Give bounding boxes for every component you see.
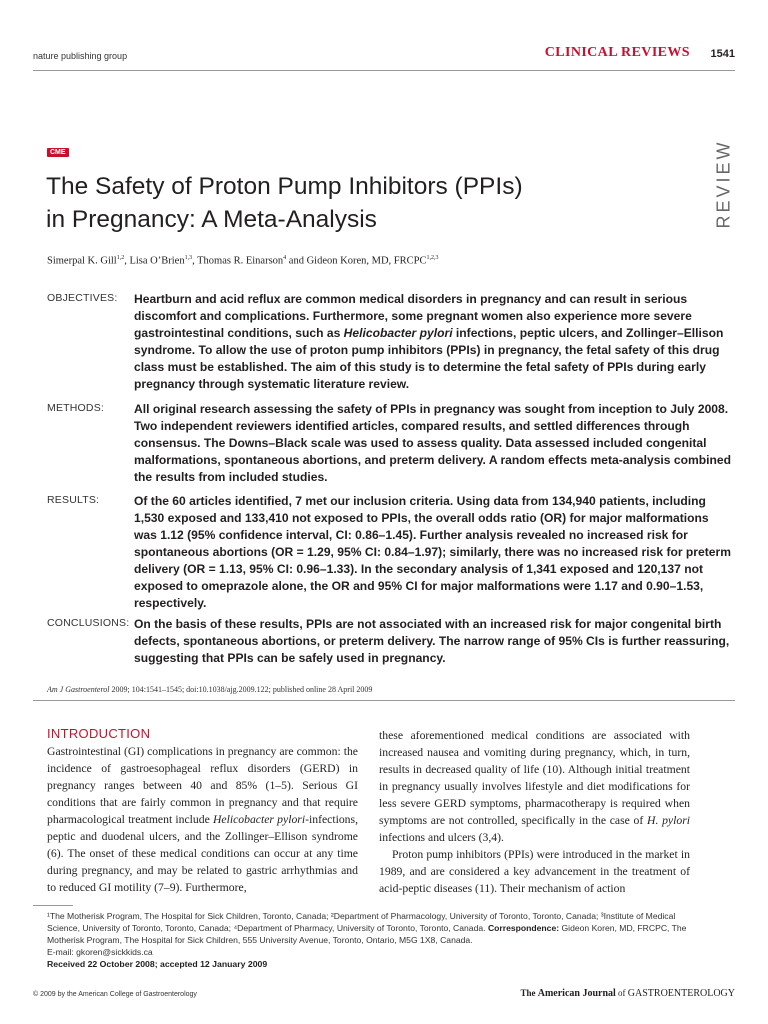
objectives-label: OBJECTIVES:: [47, 292, 118, 304]
title-line-2: in Pregnancy: A Meta-Analysis: [46, 206, 377, 233]
author-affiliation: 1,2,3: [426, 255, 439, 261]
objectives-text: [134, 291, 734, 393]
intro-paragraph-1a: [47, 743, 358, 896]
intro-paragraph-text: these aforementioned medical conditions are associated with increased nausea and vomiting during pregnancy, which, in turn, results in decreased quality of life (10). Although initial treatment in pregnancy usually involves lifestyle and diet modifications for less severe GERD symptoms, pharmacotherapy is required when symptoms are not controlled, specifically in the case of H. pylori infections and ulcers (3,4).: [379, 729, 691, 844]
section-label: CLINICAL REVIEWS: [544, 45, 690, 60]
journal-name-part: American Journal: [537, 988, 616, 999]
conclusions-label: CONCLUSIONS:: [47, 617, 130, 629]
body-column-left: [47, 743, 358, 896]
correspondence-text: Gideon Koren, MD, FRCPC, The Motherisk Program, The Hospital for Sick Children, 555 University Avenue, Toronto, Ontario, M5G 1X8, Canada.: [47, 923, 687, 945]
intro-italic-term: H. pylori: [647, 814, 691, 827]
received-dates: Received 22 October 2008; accepted 12 January 2009: [47, 959, 268, 969]
body-column-right: [379, 727, 690, 897]
intro-paragraph-2: Proton pump inhibitors (PPIs) were introduced in the market in 1989, and are considered a key advancement in the treatment of acid-peptic diseases (11). Their mechanism of action: [379, 848, 690, 895]
correspondence-label: Correspondence:: [487, 923, 560, 933]
citation-details: 2009; 104:1541–1545; doi:10.1038/ajg.2009.122; published online 28 April 2009: [109, 685, 373, 694]
introduction-heading: INTRODUCTION: [47, 726, 151, 741]
objectives-italic-term: Helicobacter pylori: [343, 326, 453, 340]
intro-paragraph-text: Gastrointestinal (GI) complications in pregnancy are common: the incidence of gastroesophageal reflux disorders (GERD) in pregnancy ranges between 40 and 85% (1–5). Serious GI conditions that are fairly common in pregnancy and that require pharmacological treatment include Helicobacter pylori-infections, peptic and duodenal ulcers, and the Zollinger–Ellison syndrome (6). The onset of these medical conditions can occur at any time during pregnancy, and may be related to gastric arrhythmias and to reduced GI motility (7–9). Furthermore,: [47, 745, 358, 894]
header-divider: [33, 70, 735, 71]
article-title: [46, 170, 686, 236]
author-list: [47, 255, 438, 267]
author-name: Simerpal K. Gill: [47, 255, 117, 267]
footnote-affiliations: [47, 910, 707, 958]
cme-badge: CME: [47, 148, 69, 157]
conclusions-text: On the basis of these results, PPIs are not associated with an increased risk for major congenital birth defects, spontaneous abortions, or preterm delivery. The narrow range of 95% CIs is further reassuring, suggesting that PPIs can be safely used in pregnancy.: [134, 617, 730, 665]
author-separator: ,: [124, 255, 130, 267]
journal-name-part: The: [520, 988, 538, 998]
methods-text: All original research assessing the safety of PPIs in pregnancy was sought from inception to July 2008. Two independent reviewers identified articles, compared results, and settled differences through consensus. The Downs–Black scale was used to assess quality. Data assessed included congenital malformations, spontaneous abortions, and preterm delivery. A random effects meta-analysis combined the results from included studies.: [134, 402, 731, 484]
objectives-text-part: Heartburn and acid reflux are common medical disorders in pregnancy and can result in serious discomfort and complications. Furthermore, some pregnant women also experience more severe gastrointestinal conditions, such as: [134, 292, 692, 340]
results-label: RESULTS:: [47, 494, 100, 506]
review-side-label: [706, 139, 742, 230]
copyright-notice: © 2009 by the American College of Gastroenterology: [33, 991, 197, 998]
author-affiliation: 4: [283, 255, 287, 261]
author-affiliation: 1,2: [116, 255, 125, 261]
author-name: Thomas R. Einarson: [197, 255, 284, 267]
affiliations-text: ¹The Motherisk Program, The Hospital for Sick Children, Toronto, Canada; ²Department of Pharmacology, University of Toronto, Toronto, Canada; ³Institute of Medical Science, University of Toronto, Toronto, Canada; ⁴Department of Pharmacy, University of Toronto, Toronto, Canada.: [47, 911, 676, 933]
results-text: Of the 60 articles identified, 7 met our inclusion criteria. Using data from 134,940 patients, including 1,530 exposed and 133,410 not exposed to PPIs, the overall odds ratio (OR) for major malformations was 1.12 (95% confidence interval, CI: 0.86–1.45). Further analysis revealed no increased risk for spontaneous abortions (OR = 1.29, 95% CI: 0.84–1.97); similarly, there was no increased risk for preterm delivery (OR = 1.13, 95% CI: 0.96–1.33). In the secondary analysis of 1,341 exposed and 120,137 not exposed to omeprazole alone, the OR and 95% CI for major malformations were 1.17 and 0.90–1.53, respectively.: [134, 494, 731, 610]
methods-label: METHODS:: [47, 402, 105, 414]
journal-name-part: GASTROENTEROLOGY: [627, 988, 735, 999]
correspondence-email: E-mail: gkoren@sickkids.ca: [47, 947, 153, 957]
journal-name-part: of: [615, 988, 628, 998]
author-separator: ,: [192, 255, 198, 267]
title-line-1: The Safety of Proton Pump Inhibitors (PPIs): [46, 173, 523, 200]
objectives-text-part: infections, peptic ulcers, and Zollinger–Ellison syndrome. To allow the use of proton pump inhibitors (PPIs) in pregnancy, the fetal safety of this drug class must be established. The aim of this study is to determine the fetal safety of PPIs during early pregnancy through systematic literature review.: [134, 326, 724, 391]
page-number: 1541: [710, 48, 735, 60]
author-separator: and: [286, 255, 307, 267]
footnote-divider: [33, 905, 73, 906]
journal-name: [520, 988, 735, 999]
author-name: Gideon Koren, MD, FRCPC: [306, 255, 427, 267]
abstract-divider: [33, 700, 735, 701]
citation-journal: Am J Gastroenterol: [47, 685, 110, 694]
author-affiliation: 1,3: [184, 255, 193, 261]
citation-line: [47, 685, 372, 694]
intro-paragraph-1b: [379, 727, 690, 846]
publisher-name: nature publishing group: [33, 51, 128, 61]
author-name: Lisa O’Brien: [129, 255, 185, 267]
review-side-label-text: REVIEW: [713, 139, 734, 229]
intro-italic-term: Helicobacter pylori: [212, 813, 306, 826]
